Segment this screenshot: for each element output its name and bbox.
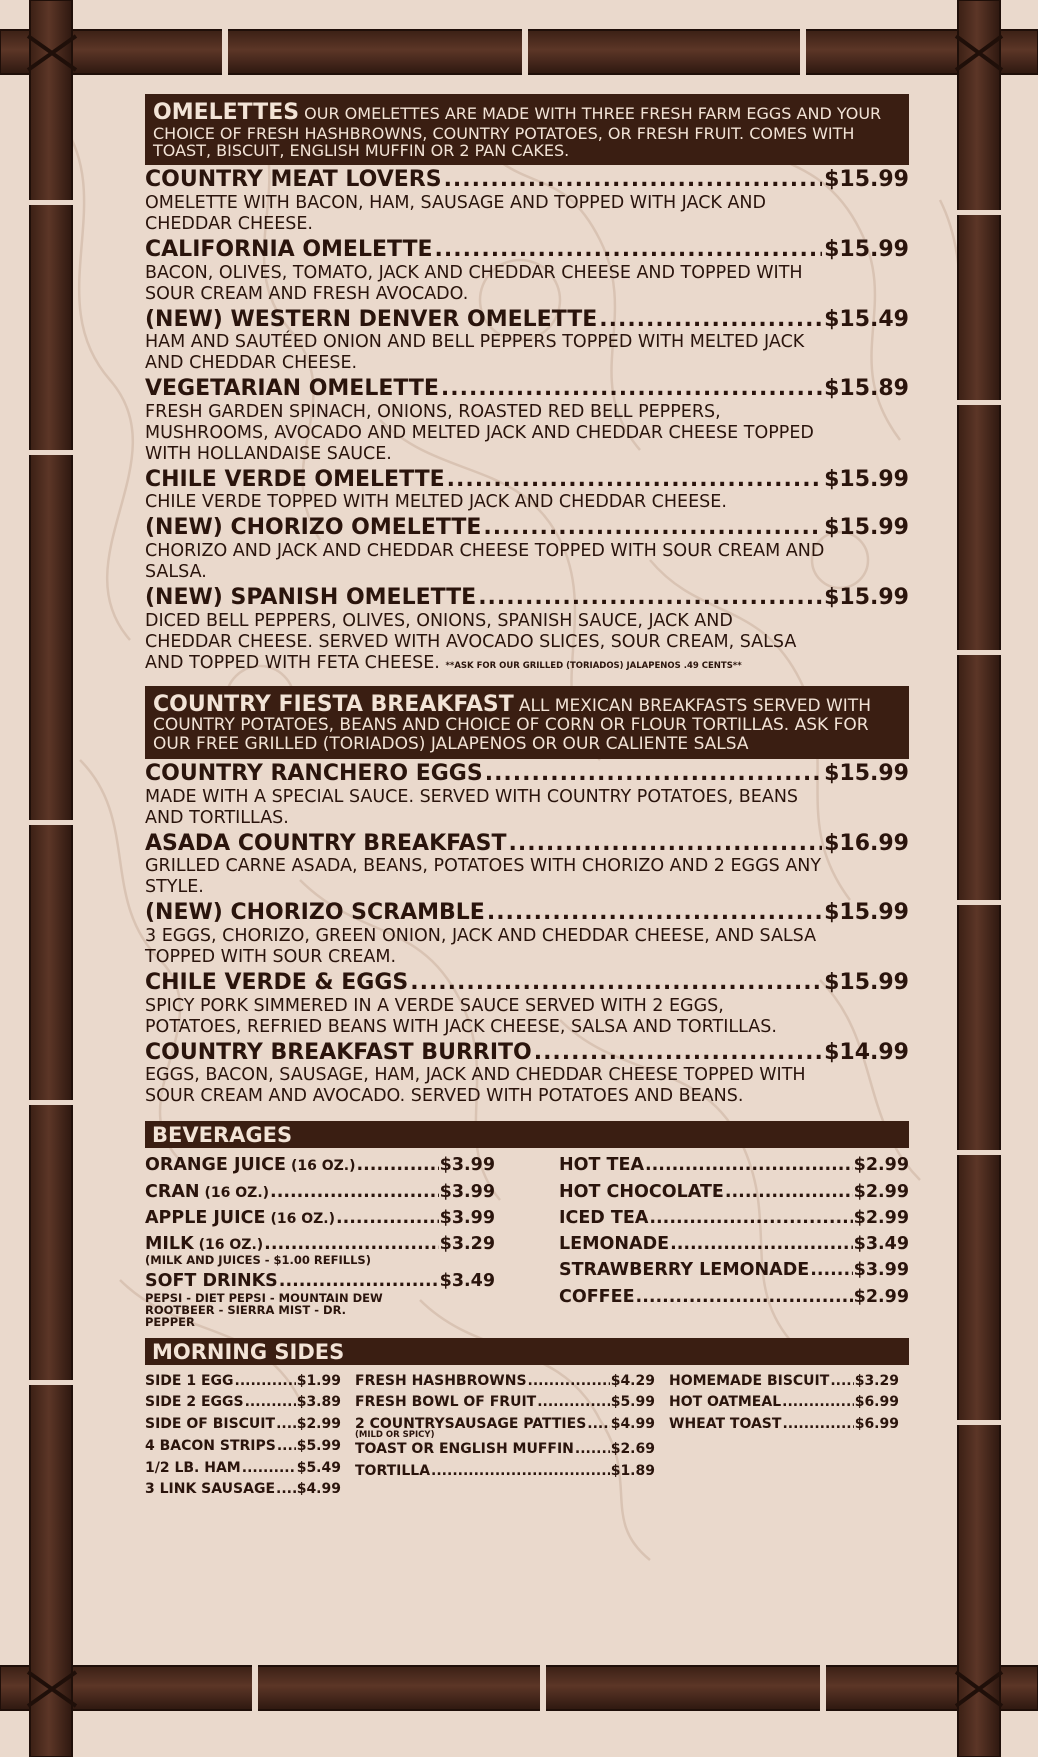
beverage-item	[559, 1179, 909, 1205]
sides-column-1	[145, 1371, 341, 1501]
beverages-right-column	[559, 1152, 909, 1330]
side-name: 2 COUNTRYSAUSAGE PATTIES	[355, 1416, 587, 1433]
fiesta-description: ALL MEXICAN BREAKFASTS SERVED WITH COUNTRY POTATOES, BEANS AND CHOICE OF CORN OR FLOUR TORTILLAS. ASK FOR OUR FREE GRILLED (TORIADOS) JALAPENOS OR OUR CALIENTE SALSA	[153, 695, 871, 754]
omelette-list	[145, 168, 909, 673]
item-description: MADE WITH A SPECIAL SAUCE. SERVED WITH COUNTRY POTATOES, BEANS AND TORTILLAS.	[145, 786, 799, 828]
item-description: SPICY PORK SIMMERED IN A VERDE SAUCE SERVED WITH 2 EGGS, POTATOES, REFRIED BEANS WITH JACK CHEESE, SALSA AND TORTILLAS.	[145, 995, 777, 1037]
beverage-price: $3.29	[439, 1234, 495, 1254]
omelettes-description: OUR OMELETTES ARE MADE WITH THREE FRESH FARM EGGS AND YOUR CHOICE OF FRESH HASHBROWNS, COUNTRY POTATOES, OR FRESH FRUIT. COMES WITH TOAST, BISCUIT, ENGLISH MUFFIN OR 2 PAN CAKES.	[153, 104, 882, 161]
beverage-name: HOT CHOCOLATE	[559, 1181, 724, 1202]
item-name: CHILE VERDE & EGGS	[145, 970, 409, 995]
item-name: COUNTRY RANCHERO EGGS	[145, 761, 483, 787]
sausage-spice-note: (MILD OR SPICY)	[355, 1429, 435, 1440]
beverage-item	[145, 1179, 495, 1205]
beverage-name: CRAN	[145, 1181, 200, 1202]
beverage-price: $3.99	[853, 1260, 909, 1281]
beverage-size: (16 OZ.)	[198, 1237, 264, 1253]
menu-item	[145, 901, 909, 968]
beverage-price: $3.99	[439, 1207, 495, 1228]
refill-note: (MILK AND JUICES - $1.00 REFILLS)	[145, 1253, 371, 1268]
item-price: $15.99	[824, 167, 909, 193]
item-description: OMELETTE WITH BACON, HAM, SAUSAGE AND TOPPED WITH JACK AND CHEDDAR CHEESE.	[145, 192, 766, 234]
item-price: $14.99	[824, 1039, 909, 1065]
side-item	[145, 1392, 341, 1414]
side-name: 1/2 LB. HAM	[145, 1459, 241, 1476]
beverage-size: (16 OZ.)	[204, 1184, 270, 1201]
side-price: $5.99	[296, 1437, 341, 1454]
side-price: $1.99	[296, 1372, 341, 1389]
item-price: $15.99	[824, 515, 909, 541]
fiesta-title: COUNTRY FIESTA BREAKFAST	[153, 691, 514, 717]
side-item	[669, 1414, 899, 1436]
side-item	[145, 1436, 341, 1458]
beverage-price: $3.49	[439, 1271, 495, 1292]
menu-item	[145, 468, 909, 514]
item-description: 3 EGGS, CHORIZO, GREEN ONION, JACK AND CHEDDAR CHEESE, AND SALSA TOPPED WITH SOUR CREAM.	[145, 926, 817, 967]
side-name: 3 LINK SAUSAGE	[145, 1481, 276, 1498]
item-price: $15.99	[824, 585, 909, 611]
beverage-price: $3.99	[439, 1181, 495, 1202]
side-name: SIDE 2 EGGS	[145, 1394, 244, 1411]
side-price: $4.29	[610, 1372, 655, 1389]
side-price: $5.49	[296, 1459, 341, 1476]
morning-sides-list	[145, 1371, 909, 1501]
side-price: $1.89	[610, 1463, 655, 1479]
side-price: $2.99	[296, 1416, 341, 1433]
item-name: COUNTRY BREAKFAST BURRITO	[145, 1039, 532, 1065]
beverage-price: $2.99	[853, 1286, 909, 1307]
beverage-name: APPLE JUICE	[145, 1207, 266, 1228]
side-item	[145, 1458, 341, 1480]
beverages-list	[145, 1152, 909, 1330]
menu-item	[145, 308, 909, 375]
beverage-name: COFFEE	[559, 1286, 635, 1307]
soft-drinks-note: PEPSI - DIET PEPSI - MOUNTAIN DEW ROOTBEER - SIERRA MIST - DR. PEPPER	[145, 1290, 383, 1329]
beverage-price: $2.99	[853, 1207, 909, 1228]
item-name: CHILE VERDE OMELETTE	[145, 466, 445, 492]
item-description: HAM AND SAUTÉED ONION AND BELL PEPPERS TOPPED WITH MELTED JACK AND CHEDDAR CHEESE.	[145, 332, 805, 374]
menu-item	[145, 832, 909, 899]
item-price: $15.89	[824, 376, 909, 402]
side-name: FRESH HASHBROWNS	[355, 1372, 527, 1389]
item-name: COUNTRY MEAT LOVERS	[145, 167, 442, 193]
item-description: CHILE VERDE TOPPED WITH MELTED JACK AND CHEDDAR CHEESE.	[145, 492, 727, 513]
menu-item	[145, 586, 909, 674]
side-price: $2.69	[610, 1441, 655, 1458]
menu-content	[145, 94, 909, 1501]
sides-column-3	[669, 1371, 899, 1501]
item-name: (NEW) CHORIZO OMELETTE	[145, 515, 482, 541]
side-name: HOMEMADE BISCUIT	[669, 1372, 830, 1389]
beverage-item	[145, 1152, 495, 1178]
side-name: SIDE OF BISCUIT	[145, 1416, 276, 1433]
item-description: EGGS, BACON, SAUSAGE, HAM, JACK AND CHEDDAR CHEESE TOPPED WITH SOUR CREAM AND AVOCADO. SERVED WITH POTATOES AND BEANS.	[145, 1065, 806, 1107]
item-name: VEGETARIAN OMELETTE	[145, 376, 439, 402]
jalapeno-note: **ASK FOR OUR GRILLED (TORIADOS) JALAPENOS .49 CENTS**	[445, 660, 742, 671]
item-name: ASADA COUNTRY BREAKFAST	[145, 830, 507, 856]
side-item	[355, 1461, 655, 1483]
side-name: WHEAT TOAST	[669, 1416, 782, 1433]
side-price: $3.29	[854, 1372, 899, 1389]
side-name: SIDE 1 EGG	[145, 1372, 234, 1389]
beverages-header: BEVERAGES	[145, 1121, 909, 1148]
item-description: DICED BELL PEPPERS, OLIVES, ONIONS, SPANISH SAUCE, JACK AND CHEDDAR CHEESE. SERVED WITH AVOCADO SLICES, SOUR CREAM, SALSA AND TOPPED WITH FETA CHEESE.	[145, 610, 797, 673]
beverage-size: (16 OZ.)	[290, 1158, 356, 1175]
menu-item	[145, 1041, 909, 1108]
beverage-price: $2.99	[853, 1181, 909, 1202]
item-price: $15.99	[824, 466, 909, 492]
side-price: $3.89	[296, 1394, 341, 1411]
beverage-name: STRAWBERRY LEMONADE	[559, 1260, 810, 1281]
beverage-price: $3.49	[853, 1234, 909, 1254]
side-price: $5.99	[610, 1394, 655, 1411]
menu-item	[145, 238, 909, 305]
item-name: CALIFORNIA OMELETTE	[145, 236, 433, 262]
menu-item	[145, 168, 909, 235]
side-price: $6.99	[854, 1394, 899, 1411]
fiesta-list	[145, 762, 909, 1107]
side-price: $6.99	[854, 1416, 899, 1433]
sides-column-2	[355, 1371, 655, 1501]
beverage-item	[145, 1205, 495, 1231]
item-price: $15.49	[824, 306, 909, 332]
side-item	[145, 1414, 341, 1436]
side-name: HOT OATMEAL	[669, 1394, 782, 1411]
side-item	[355, 1371, 655, 1393]
item-price: $15.99	[824, 761, 909, 787]
side-item	[355, 1439, 655, 1461]
omelettes-header	[145, 94, 909, 165]
beverage-item	[559, 1231, 909, 1257]
beverage-name: SOFT DRINKS	[145, 1271, 278, 1292]
side-item	[669, 1392, 899, 1414]
menu-item	[145, 377, 909, 465]
beverage-name: MILK	[145, 1234, 194, 1254]
morning-sides-header: MORNING SIDES	[145, 1338, 909, 1365]
beverage-item	[559, 1257, 909, 1283]
item-description: BACON, OLIVES, TOMATO, JACK AND CHEDDAR CHEESE AND TOPPED WITH SOUR CREAM AND FRESH AVOCADO.	[145, 262, 803, 304]
beverage-name: ICED TEA	[559, 1207, 649, 1228]
item-price: $15.99	[824, 970, 909, 995]
beverage-item	[559, 1152, 909, 1178]
side-price: $4.99	[610, 1416, 655, 1433]
beverage-name: ORANGE JUICE	[145, 1155, 286, 1176]
side-item	[145, 1479, 341, 1501]
beverage-name: HOT TEA	[559, 1155, 644, 1176]
beverage-item	[559, 1284, 909, 1310]
menu-item	[145, 516, 909, 583]
item-description: CHORIZO AND JACK AND CHEDDAR CHEESE TOPPED WITH SOUR CREAM AND SALSA.	[145, 541, 825, 583]
side-price: $4.99	[296, 1481, 341, 1498]
fiesta-header	[145, 686, 909, 759]
side-item	[145, 1371, 341, 1393]
beverage-item	[559, 1205, 909, 1231]
item-price: $16.99	[824, 830, 909, 856]
side-item	[669, 1371, 899, 1393]
item-name: (NEW) CHORIZO SCRAMBLE	[145, 900, 485, 926]
omelettes-title: OMELETTES	[153, 100, 300, 125]
item-name: (NEW) WESTERN DENVER OMELETTE	[145, 306, 598, 332]
side-name: 4 BACON STRIPS	[145, 1437, 276, 1454]
item-description: GRILLED CARNE ASADA, BEANS, POTATOES WITH CHORIZO AND 2 EGGS ANY STYLE.	[145, 856, 822, 898]
item-price: $15.99	[824, 900, 909, 926]
beverage-price: $3.99	[439, 1155, 495, 1176]
menu-item	[145, 971, 909, 1038]
side-item	[355, 1392, 655, 1414]
side-name: FRESH BOWL OF FRUIT	[355, 1394, 537, 1411]
side-name: TORTILLA	[355, 1463, 431, 1479]
side-name: TOAST OR ENGLISH MUFFIN	[355, 1441, 574, 1458]
beverage-price: $2.99	[853, 1155, 909, 1176]
beverage-size: (16 OZ.)	[270, 1210, 335, 1227]
beverages-left-column	[145, 1152, 495, 1330]
item-name: (NEW) SPANISH OMELETTE	[145, 585, 477, 611]
item-description: FRESH GARDEN SPINACH, ONIONS, ROASTED RED BELL PEPPERS, MUSHROOMS, AVOCADO AND MELTED JACK AND CHEDDAR CHEESE TOPPED WITH HOLLANDAISE SAUCE.	[145, 401, 814, 464]
menu-item	[145, 762, 909, 829]
item-price: $15.99	[824, 236, 909, 262]
beverage-name: LEMONADE	[559, 1234, 670, 1254]
